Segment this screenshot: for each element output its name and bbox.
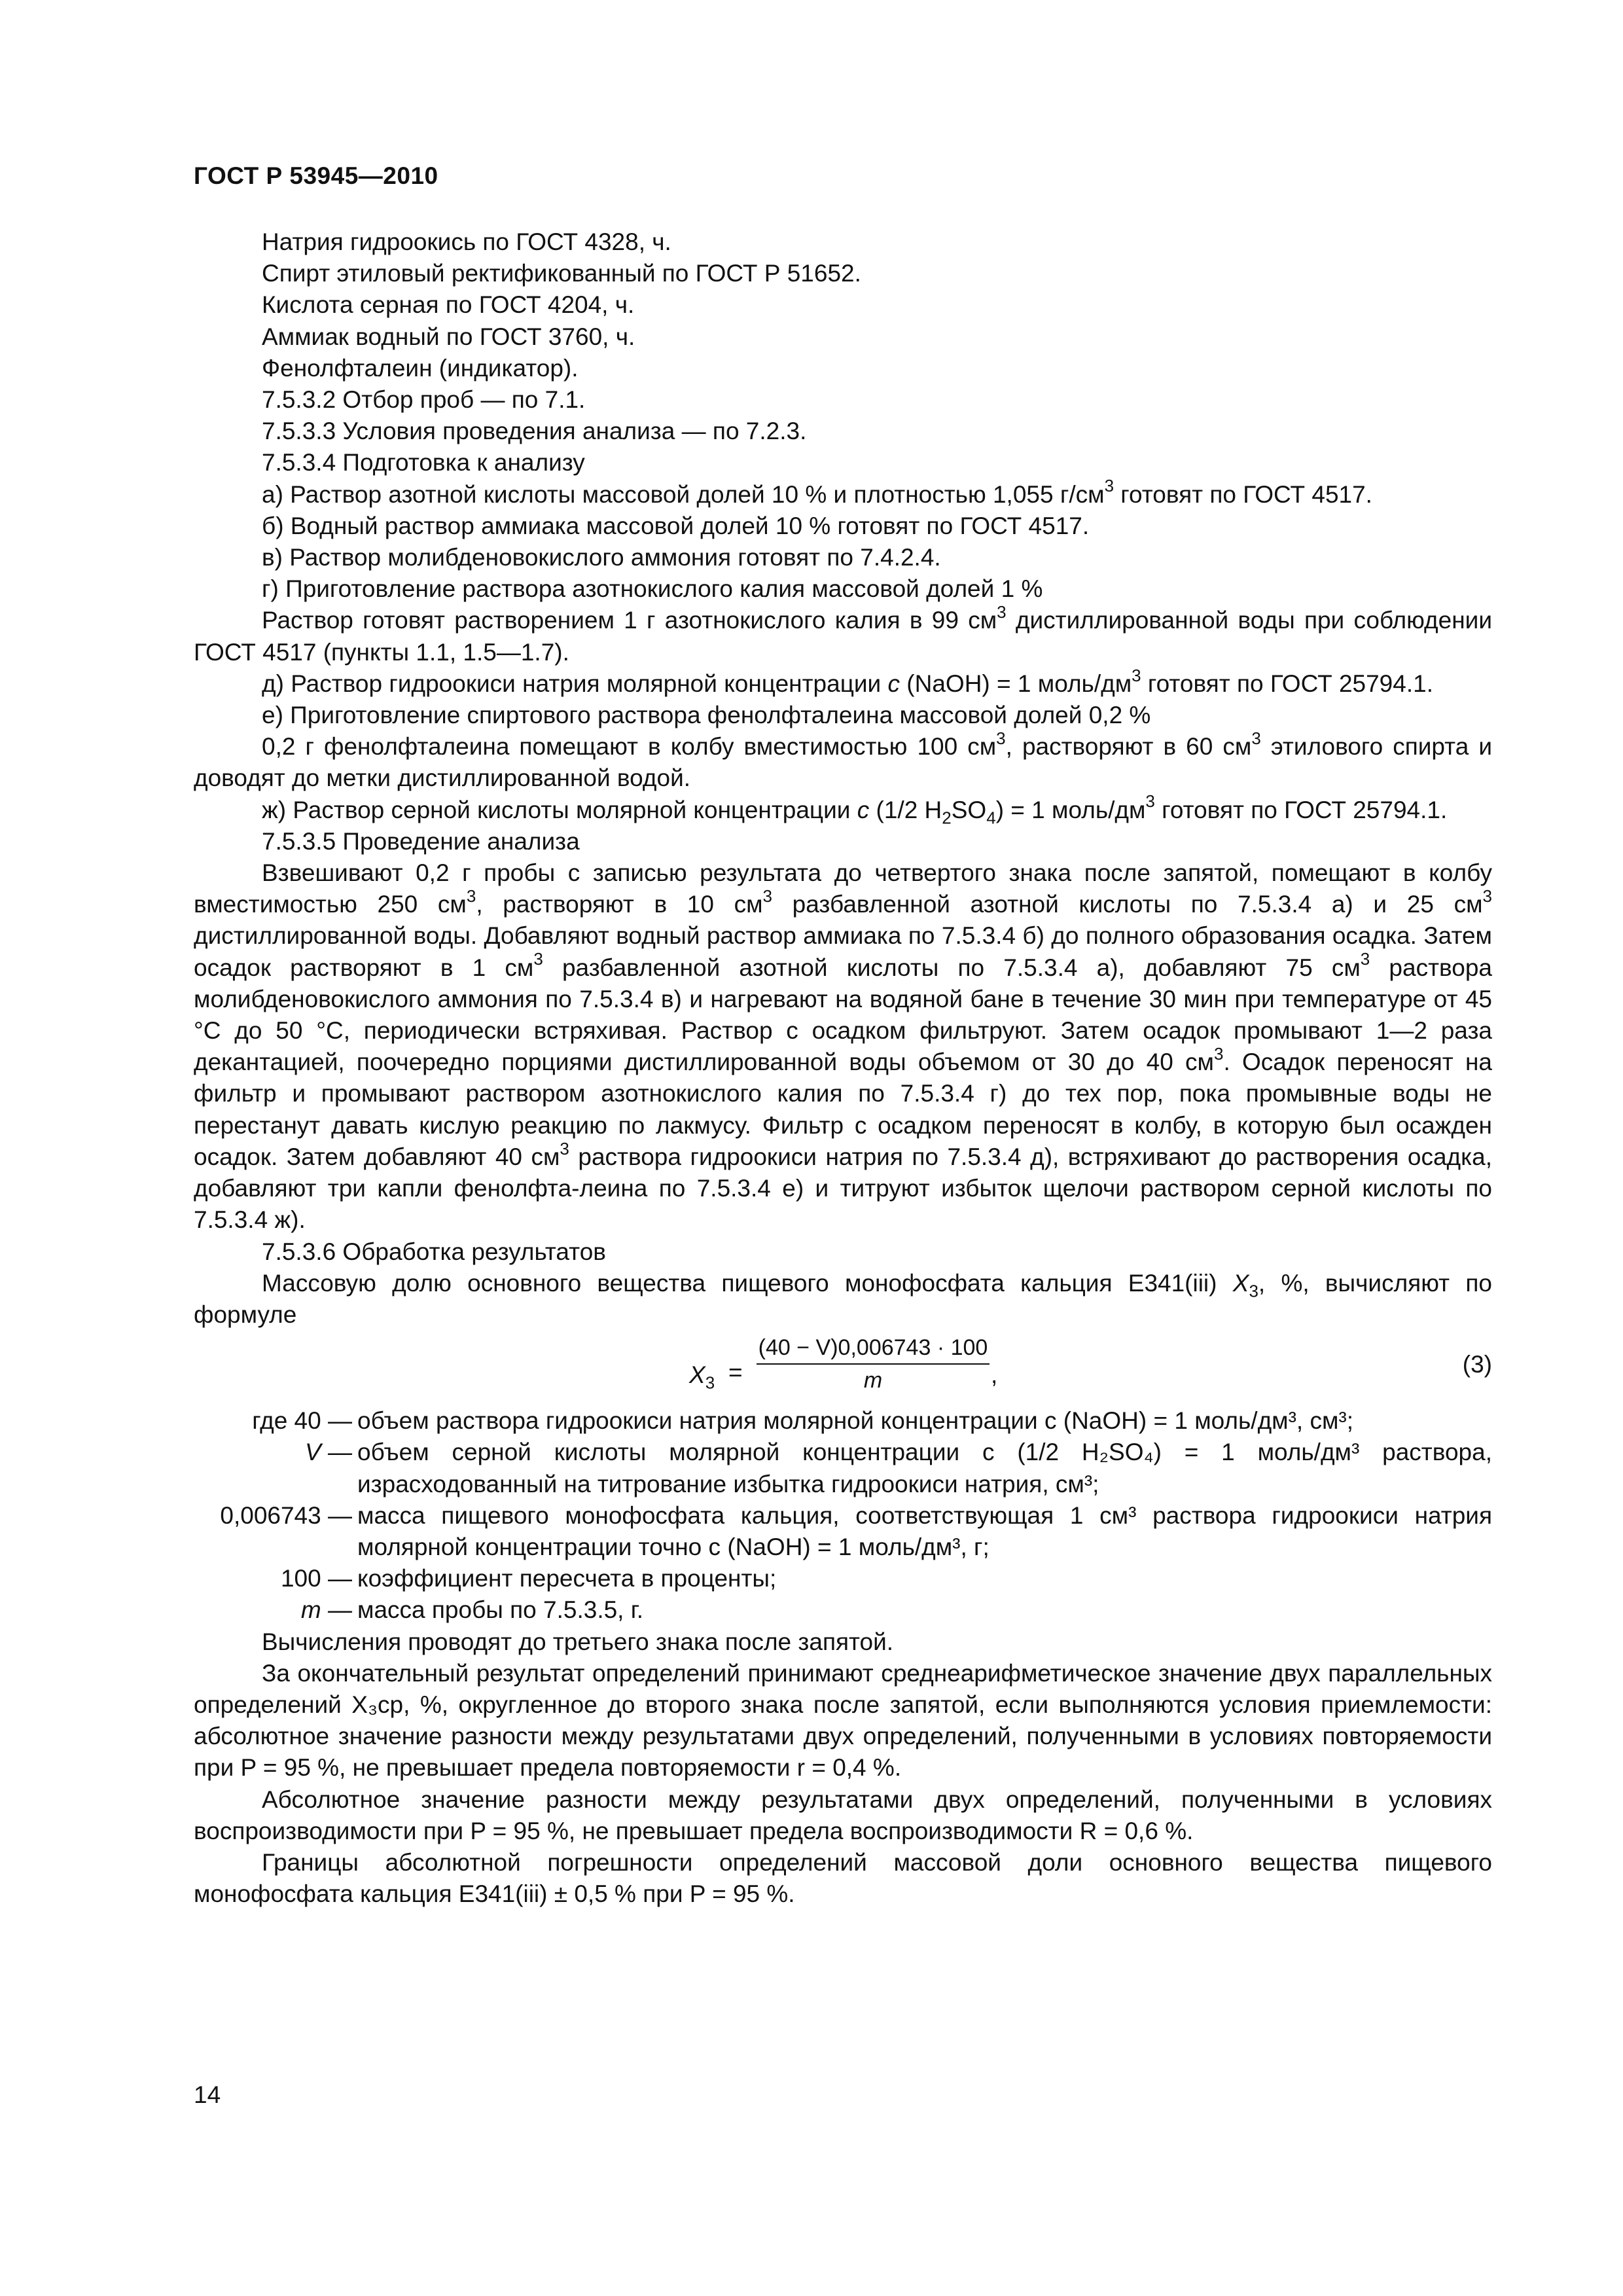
reagent-line: Натрия гидроокись по ГОСТ 4328, ч.: [262, 228, 671, 255]
formula-lhs: $X_3$: [689, 1361, 715, 1393]
definition-row: [194, 1594, 1492, 1626]
prep-item-g: г) Приготовление раствора азотнокислого калия массовой долей 1 %: [262, 575, 1043, 603]
final-result-paragraph: За окончательный результат определений принимают среднеарифметическое значение двух параллельных определений X₃ср, %, округленное до второго знака после запятой, если выполняются условия приемлемости: абсолютное значение разности между результатами двух определений, полученными в условиях повторяемости при P = 95 %, не превышает предела повторяемости r = 0,4 %.: [194, 1659, 1492, 1782]
reagent-line: Аммиак водный по ГОСТ 3760, ч.: [262, 323, 635, 350]
prep-item-e: е) Приготовление спиртового раствора фенолфталеина массовой долей 0,2 %: [262, 702, 1151, 729]
definition-row: [194, 1563, 1492, 1594]
prep-item-b: б) Водный раствор аммиака массовой долей 10 % готовят по ГОСТ 4517.: [262, 512, 1090, 539]
definition-key: 0,006743 —: [220, 1501, 352, 1529]
prep-item-e-text: 0,2 г фенолфталеина помещают в колбу вместимостью 100 $см^3$, растворяют в 60 $см^3$ этилового спирта и доводят до метки дистиллированной водой.: [194, 728, 1492, 792]
formula-denominator: m: [863, 1368, 883, 1393]
prep-item-zh: ж) Раствор серной кислоты молярной концентрации c (1/2 $H_2SO_4) = 1$ моль/$дм^3$ готовят по ГОСТ 25794.1.: [262, 791, 1448, 828]
page-number: 14: [194, 2081, 221, 2108]
definition-row: [194, 1437, 1492, 1499]
definition-text: объем раствора гидроокиси натрия молярной концентрации c (NaOH) = 1 моль/дм³, см³;: [357, 1407, 1354, 1435]
prep-item-v: в) Раствор молибденовокислого аммония готовят по 7.4.2.4.: [262, 544, 941, 571]
reproducibility-paragraph: Абсолютное значение разности между результатами двух определений, полученными в условиях воспроизводимости при P = 95 %, не превышает предела воспроизводимости R = 0,6 %.: [194, 1785, 1492, 1844]
formula-3: [194, 1331, 1492, 1400]
reagent-line: Фенолфталеин (индикатор).: [262, 354, 579, 382]
definition-text: масса пробы по 7.5.3.5, г.: [357, 1596, 643, 1624]
formula-number: (3): [1462, 1351, 1492, 1378]
definition-text: масса пищевого монофосфата кальция, соответствующая 1 см³ раствора гидроокиси натрия молярной концентрации точно c (NaOH) = 1 моль/дм³, г;: [357, 1501, 1492, 1560]
definitions-list: [194, 1405, 1492, 1626]
definition-row: [194, 1500, 1492, 1563]
section-heading: 7.5.3.6 Обработка результатов: [262, 1238, 606, 1265]
calc-note: Вычисления проводят до третьего знака после запятой.: [262, 1628, 894, 1655]
results-intro: Массовую долю основного вещества пищевого монофосфата кальция Е341(iii) $X_3$, %, вычисляют по формуле: [194, 1269, 1492, 1328]
section-heading: 7.5.3.3 Условия проведения анализа — по 7.2.3.: [262, 418, 807, 445]
procedure-paragraph: Взвешивают 0,2 г пробы с записью результата до четвертого знака после запятой, помещают в колбу вместимостью 250 $см^3$, растворяют в 10 $см^3$ разбавленной азотной кислоты по 7.5.3.4 а) и 25 $см^3$ дистиллированной воды. Добавляют водный раствор аммиака по 7.5.3.4 б) до полного образования осадка. Затем осадок растворяют в 1 $см^3$ разбавленной азотной кислоты по 7.5.3.4 а), добавляют 75 $см^3$ раствора молибденовокислого аммония по 7.5.3.4 в) и нагревают на водяной бане в течение 30 мин при температуре от 45 °С до 50 °С, периодически встряхивая. Раствор с осадком фильтруют. Затем осадок промывают 1—2 раза декантацией, поочередно порциями дистиллированной воды объемом от 30 до 40 $см^3$. Осадок переносят на фильтр и промывают раствором азотнокислого калия по 7.5.3.4 г) до тех пор, пока промывные воды не перестанут давать кислую реакцию по лакмусу. Фильтр с осадком переносят в колбу, в которую был осажден осадок. Затем добавляют 40 $см^3$ раствора гидроокиси натрия по 7.5.3.4 д), встряхивают до растворения осадка, добавляют три капли фенолфта-леина по 7.5.3.4 е) и титруют избыток щелочи раствором серной кислоты по 7.5.3.4 ж).: [194, 859, 1493, 1234]
definition-key: 100 —: [280, 1565, 352, 1592]
definition-key: m —: [300, 1596, 352, 1624]
formula-numerator: (40 − V)0,006743 · 100: [757, 1333, 990, 1365]
prep-item-d: д) Раствор гидроокиси натрия молярной концентрации c (NaOH) = 1 моль/$дм^3$ готовят по ГОСТ 25794.1.: [262, 665, 1433, 697]
document-body: [194, 226, 1492, 1910]
reagent-line: Кислота серная по ГОСТ 4204, ч.: [262, 291, 635, 319]
formula-fraction: [757, 1333, 990, 1396]
definition-row: [194, 1405, 1492, 1437]
definition-text: коэффициент пересчета в проценты;: [357, 1565, 777, 1592]
definition-key: V —: [305, 1439, 352, 1466]
document-header: ГОСТ Р 53945—2010: [194, 162, 438, 189]
formula-equals: =: [728, 1359, 743, 1386]
reagent-line: Спирт этиловый ректификованный по ГОСТ Р 51652.: [262, 260, 861, 287]
section-heading: 7.5.3.2 Отбор проб — по 7.1.: [262, 386, 586, 414]
prep-item-g-text: Раствор готовят растворением 1 г азотнокислого калия в 99 $см^3$ дистиллированной воды при соблюдении ГОСТ 4517 (пункты 1.1, 1.5—1.7).: [194, 602, 1492, 666]
definition-text: объем серной кислоты молярной концентрации c (1/2 H₂SO₄) = 1 моль/дм³ раствора, израсходованный на титрование избытка гидроокиси натрия, см³;: [357, 1439, 1492, 1498]
error-bounds-paragraph: Границы абсолютной погрешности определений массовой доли основного вещества пищевого монофосфата кальция Е341(iii) ± 0,5 % при P = 95 %.: [194, 1848, 1492, 1908]
definition-key: где 40 —: [252, 1407, 352, 1435]
section-heading: 7.5.3.5 Проведение анализа: [262, 827, 580, 855]
formula-comma: ,: [991, 1361, 998, 1389]
section-heading: 7.5.3.4 Подготовка к анализу: [262, 449, 585, 476]
prep-item-a: а) Раствор азотной кислоты массовой долей 10 % и плотностью 1,055 $г/см^3$ готовят по ГОСТ 4517.: [262, 476, 1372, 508]
